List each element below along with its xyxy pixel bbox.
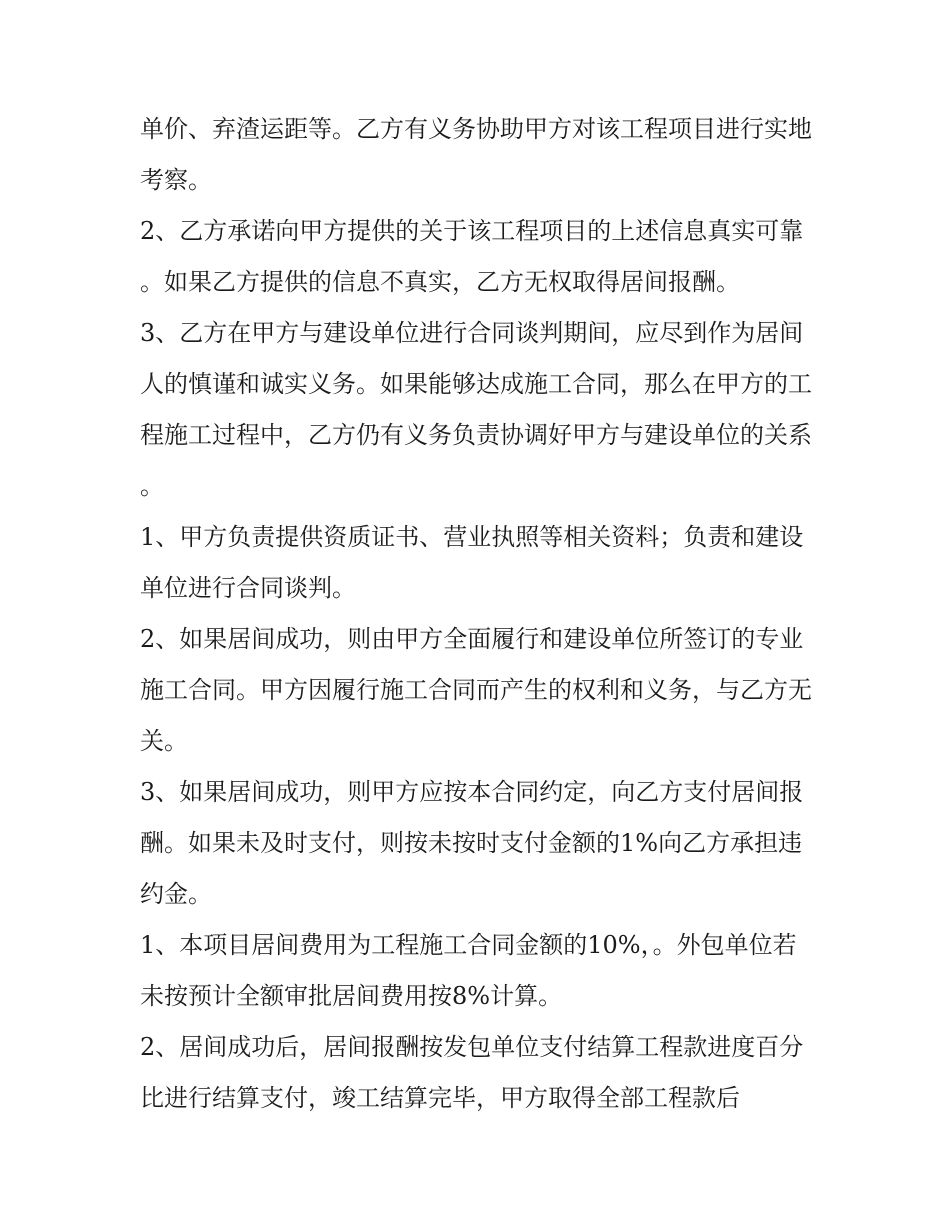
paragraph-1: 单价、弃渣运距等。乙方有义务协助甲方对该工程项目进行实地考察。 bbox=[140, 115, 812, 194]
paragraph-3: 3、乙方在甲方与建设单位进行合同谈判期间，应尽到作为居间人的慎谨和诚实义务。如果能够达成施工合同，那么在甲方的工程施工过程中，乙方仍有义务负责协调好甲方与建设单位的关系。 bbox=[140, 319, 812, 500]
paragraph-5: 2、如果居间成功，则由甲方全面履行和建设单位所签订的专业施工合同。甲方因履行施工合同而产生的权利和义务，与乙方无关。 bbox=[140, 625, 812, 755]
document-body bbox=[140, 104, 812, 1124]
paragraph-8: 2、居间成功后，居间报酬按发包单位支付结算工程款进度百分比进行结算支付，竣工结算完毕，甲方取得全部工程款后 bbox=[140, 1033, 804, 1112]
paragraph-6: 3、如果居间成功，则甲方应按本合同约定，向乙方支付居间报酬。如果未及时支付，则按未按时支付金额的1%向乙方承担违约金。 bbox=[140, 778, 804, 908]
paragraph-4: 1、甲方负责提供资质证书、营业执照等相关资料；负责和建设单位进行合同谈判。 bbox=[140, 523, 804, 602]
paragraph-7: 1、本项目居间费用为工程施工合同金额的10%，。外包单位若未按预计全额审批居间费用按8%计算。 bbox=[140, 931, 797, 1010]
paragraph-2: 2、乙方承诺向甲方提供的关于该工程项目的上述信息真实可靠。如果乙方提供的信息不真实，乙方无权取得居间报酬。 bbox=[140, 217, 804, 296]
